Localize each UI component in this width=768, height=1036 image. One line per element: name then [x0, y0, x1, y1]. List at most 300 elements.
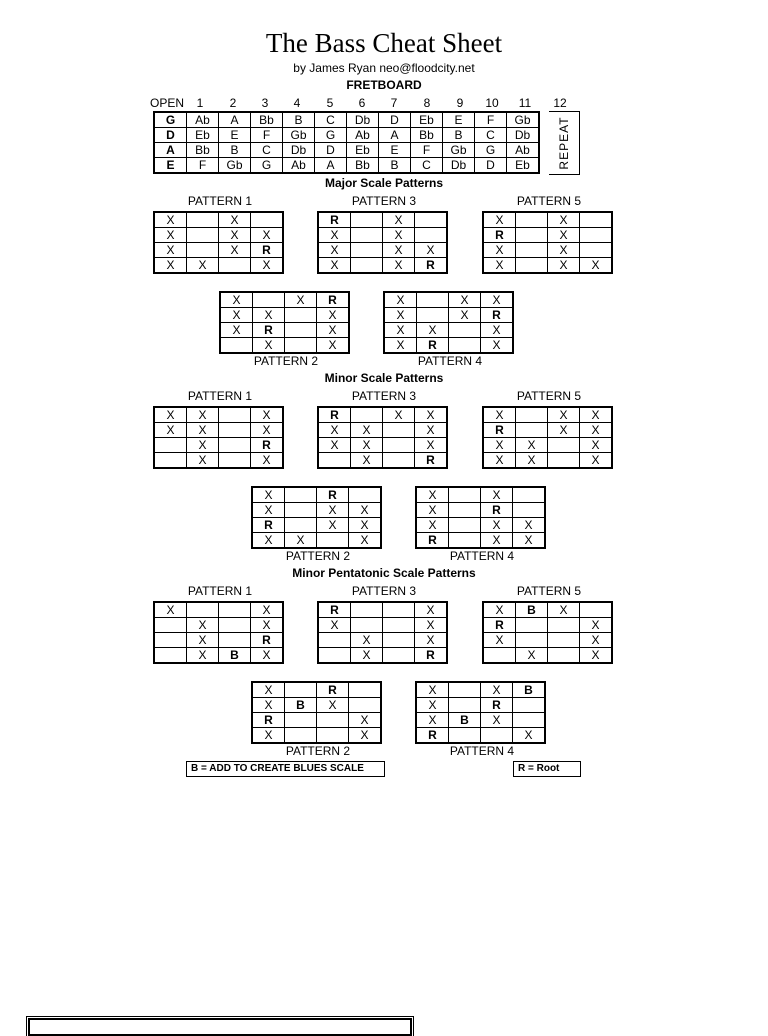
pattern-cell: X — [483, 243, 516, 258]
pattern-cell — [285, 338, 317, 354]
fret-note: Bb — [347, 158, 379, 174]
pattern-cell — [383, 602, 415, 618]
fret-note: F — [251, 128, 283, 143]
string-row — [154, 143, 539, 158]
pattern-row — [154, 633, 283, 648]
pattern-cell: X — [252, 487, 285, 503]
pattern-cell: X — [416, 487, 449, 503]
pattern-cell — [580, 602, 613, 618]
pattern-cell: X — [383, 258, 415, 274]
pattern-cell: X — [154, 602, 187, 618]
pattern-row — [483, 438, 612, 453]
pattern-cell — [285, 713, 317, 728]
pattern-cell: R — [481, 698, 513, 713]
pattern-label: PATTERN 5 — [516, 584, 582, 598]
repeat-label: REPEAT — [557, 116, 571, 170]
pattern-cell: X — [187, 438, 219, 453]
pattern-row — [154, 618, 283, 633]
pattern-grid — [482, 406, 613, 469]
pattern-cell: X — [481, 338, 514, 354]
fret-note: G — [315, 128, 347, 143]
fret-number: 4 — [293, 96, 301, 110]
pattern-label: PATTERN 1 — [187, 194, 253, 208]
fret-number: 12 — [553, 96, 567, 110]
pattern-row — [252, 533, 381, 549]
pattern-row — [318, 633, 447, 648]
pattern-cell: X — [349, 728, 382, 744]
pattern-cell — [219, 633, 251, 648]
pattern-cell: X — [317, 308, 350, 323]
pattern-cell: R — [415, 258, 448, 274]
pattern-row — [384, 292, 513, 308]
pattern-cell: X — [351, 648, 383, 664]
pattern-row — [154, 453, 283, 469]
pattern-cell — [285, 518, 317, 533]
pattern-cell — [317, 713, 349, 728]
pattern-cell: R — [318, 407, 351, 423]
pattern-cell — [154, 648, 187, 664]
pattern-cell: X — [415, 633, 448, 648]
pattern-cell: X — [251, 423, 284, 438]
fret-number: 8 — [423, 96, 431, 110]
pattern-row — [220, 308, 349, 323]
pattern-cell: X — [383, 228, 415, 243]
pattern-cell — [285, 308, 317, 323]
pattern-cell: X — [154, 407, 187, 423]
pattern-cell: R — [416, 533, 449, 549]
pattern-cell: R — [252, 518, 285, 533]
pattern-cell: R — [483, 423, 516, 438]
pattern-cell: X — [317, 698, 349, 713]
pattern-cell: X — [383, 243, 415, 258]
pattern-cell: B — [516, 602, 548, 618]
pattern-cell: B — [219, 648, 251, 664]
fret-note: Eb — [507, 158, 540, 174]
fret-number: 1 — [196, 96, 204, 110]
pattern-cell: X — [449, 308, 481, 323]
pattern-cell — [415, 228, 448, 243]
pattern-row — [483, 648, 612, 664]
pattern-row — [154, 243, 283, 258]
pattern-cell — [383, 423, 415, 438]
pattern-label: PATTERN 2 — [285, 744, 351, 758]
pattern-label: PATTERN 3 — [351, 389, 417, 403]
pattern-cell — [187, 602, 219, 618]
pattern-cell: R — [415, 648, 448, 664]
pattern-cell — [317, 728, 349, 744]
pattern-row — [252, 503, 381, 518]
fret-number: 7 — [390, 96, 398, 110]
pattern-cell: X — [318, 228, 351, 243]
pattern-grid — [415, 681, 546, 744]
pattern-cell — [383, 453, 415, 469]
pattern-cell — [449, 487, 481, 503]
pattern-row — [220, 292, 349, 308]
pattern-cell: X — [580, 407, 613, 423]
pattern-cell — [253, 292, 285, 308]
pattern-cell — [351, 243, 383, 258]
pattern-cell: X — [516, 438, 548, 453]
pattern-row — [154, 258, 283, 274]
pattern-cell — [154, 453, 187, 469]
pattern-row — [483, 212, 612, 228]
pattern-cell — [219, 602, 251, 618]
pattern-cell: X — [251, 602, 284, 618]
pattern-cell: X — [548, 228, 580, 243]
fret-note: Db — [443, 158, 475, 174]
pattern-grid — [317, 211, 448, 274]
pattern-cell — [516, 243, 548, 258]
pattern-cell: X — [483, 633, 516, 648]
pattern-cell — [513, 487, 546, 503]
pattern-grid — [251, 486, 382, 549]
pattern-cell — [351, 228, 383, 243]
pattern-cell: X — [285, 292, 317, 308]
pattern-cell: X — [220, 292, 253, 308]
author-line: by James Ryan neo@floodcity.net — [293, 61, 475, 75]
pattern-row — [384, 338, 513, 354]
pattern-cell: X — [317, 503, 349, 518]
pattern-cell — [417, 292, 449, 308]
pattern-cell: X — [548, 258, 580, 274]
pattern-row — [154, 407, 283, 423]
pattern-row — [318, 423, 447, 438]
fret-note: Eb — [411, 112, 443, 128]
pattern-cell: X — [416, 698, 449, 713]
pattern-cell: X — [318, 243, 351, 258]
pattern-cell: B — [513, 682, 546, 698]
pattern-cell: R — [318, 602, 351, 618]
pattern-cell: X — [580, 258, 613, 274]
pattern-row — [318, 648, 447, 664]
pattern-cell — [383, 438, 415, 453]
fret-note: F — [187, 158, 219, 174]
fret-number: 6 — [358, 96, 366, 110]
pattern-cell: R — [483, 618, 516, 633]
pattern-cell — [154, 633, 187, 648]
pattern-cell: X — [219, 228, 251, 243]
fret-number: 9 — [456, 96, 464, 110]
open-string-note: A — [154, 143, 187, 158]
pattern-cell — [383, 633, 415, 648]
pattern-cell: X — [220, 323, 253, 338]
pattern-label: PATTERN 5 — [516, 194, 582, 208]
pattern-cell — [449, 533, 481, 549]
pattern-row — [483, 228, 612, 243]
pattern-cell: X — [383, 407, 415, 423]
fret-note: C — [251, 143, 283, 158]
pattern-cell — [219, 438, 251, 453]
pattern-row — [154, 602, 283, 618]
pattern-cell: X — [416, 518, 449, 533]
pattern-cell: X — [548, 212, 580, 228]
fretboard-heading: FRETBOARD — [346, 78, 422, 92]
fret-note: A — [315, 158, 347, 174]
open-string-note: D — [154, 128, 187, 143]
pattern-row — [416, 503, 545, 518]
fret-note: C — [411, 158, 443, 174]
pattern-cell: X — [154, 258, 187, 274]
pattern-cell: X — [415, 618, 448, 633]
pattern-cell: X — [580, 648, 613, 664]
pattern-cell: X — [483, 407, 516, 423]
pattern-cell: X — [317, 323, 350, 338]
pattern-cell: X — [253, 308, 285, 323]
pattern-cell — [449, 518, 481, 533]
pattern-cell — [449, 728, 481, 744]
fret-note: Db — [507, 128, 540, 143]
pattern-cell: X — [317, 338, 350, 354]
pattern-row — [416, 728, 545, 744]
pattern-row — [252, 682, 381, 698]
pattern-cell: X — [416, 682, 449, 698]
pattern-cell: X — [415, 243, 448, 258]
fret-note: E — [379, 143, 411, 158]
pattern-cell — [516, 228, 548, 243]
pattern-cell: X — [252, 728, 285, 744]
pattern-cell: X — [580, 633, 613, 648]
pattern-row — [154, 438, 283, 453]
fret-note: Db — [283, 143, 315, 158]
fret-note: A — [379, 128, 411, 143]
pattern-cell — [251, 212, 284, 228]
fret-note: D — [315, 143, 347, 158]
section-heading: Minor Scale Patterns — [324, 371, 444, 385]
pattern-cell — [187, 243, 219, 258]
pattern-cell — [219, 407, 251, 423]
pattern-cell — [285, 682, 317, 698]
pattern-cell — [516, 633, 548, 648]
fret-note: B — [219, 143, 251, 158]
pattern-cell: X — [349, 518, 382, 533]
pattern-cell: X — [187, 258, 219, 274]
pattern-cell — [449, 338, 481, 354]
pattern-row — [416, 698, 545, 713]
pattern-grid — [153, 406, 284, 469]
pattern-cell: X — [318, 618, 351, 633]
pattern-cell: X — [187, 618, 219, 633]
pattern-cell: X — [449, 292, 481, 308]
pattern-cell: X — [351, 438, 383, 453]
pattern-cell: X — [351, 633, 383, 648]
pattern-cell: X — [187, 633, 219, 648]
pattern-cell: X — [483, 602, 516, 618]
pattern-row — [318, 453, 447, 469]
pattern-cell — [219, 258, 251, 274]
pattern-cell — [449, 698, 481, 713]
pattern-cell: R — [483, 228, 516, 243]
pattern-cell — [580, 243, 613, 258]
pattern-cell: X — [252, 682, 285, 698]
string-row — [154, 128, 539, 143]
footer-bar — [28, 1018, 412, 1036]
pattern-cell — [351, 602, 383, 618]
pattern-cell — [383, 618, 415, 633]
pattern-cell: X — [415, 423, 448, 438]
pattern-cell: R — [251, 633, 284, 648]
pattern-grid — [482, 211, 613, 274]
fret-number: 10 — [485, 96, 499, 110]
pattern-cell — [285, 323, 317, 338]
pattern-row — [483, 407, 612, 423]
pattern-row — [154, 212, 283, 228]
pattern-cell: X — [349, 533, 382, 549]
pattern-cell: X — [483, 438, 516, 453]
fret-note: G — [251, 158, 283, 174]
fret-number: OPEN — [150, 96, 185, 110]
pattern-cell: R — [415, 453, 448, 469]
pattern-cell — [349, 698, 382, 713]
pattern-cell: X — [481, 518, 513, 533]
fret-note: F — [411, 143, 443, 158]
pattern-cell: X — [483, 212, 516, 228]
pattern-cell: X — [481, 713, 513, 728]
section-heading: Major Scale Patterns — [324, 176, 444, 190]
pattern-cell: B — [285, 698, 317, 713]
pattern-cell — [449, 682, 481, 698]
pattern-grid — [383, 291, 514, 354]
pattern-label: PATTERN 1 — [187, 389, 253, 403]
fret-note: Ab — [187, 112, 219, 128]
blues-legend: B = ADD TO CREATE BLUES SCALE — [186, 761, 385, 777]
pattern-cell: X — [513, 728, 546, 744]
pattern-grid — [317, 406, 448, 469]
pattern-cell — [318, 453, 351, 469]
fret-number: 5 — [326, 96, 334, 110]
pattern-cell — [516, 423, 548, 438]
pattern-cell: R — [317, 292, 350, 308]
pattern-cell — [516, 407, 548, 423]
pattern-cell — [513, 698, 546, 713]
pattern-cell — [154, 618, 187, 633]
fret-note: B — [379, 158, 411, 174]
pattern-cell: X — [154, 212, 187, 228]
pattern-cell — [318, 633, 351, 648]
pattern-cell: X — [219, 212, 251, 228]
pattern-cell: X — [384, 292, 417, 308]
pattern-cell — [580, 212, 613, 228]
pattern-grid — [482, 601, 613, 664]
fret-note: Bb — [251, 112, 283, 128]
pattern-label: PATTERN 5 — [516, 389, 582, 403]
pattern-cell: X — [548, 602, 580, 618]
pattern-cell: X — [187, 407, 219, 423]
fret-note: Ab — [347, 128, 379, 143]
pattern-cell: B — [449, 713, 481, 728]
pattern-row — [384, 308, 513, 323]
pattern-cell: X — [251, 453, 284, 469]
pattern-cell: X — [483, 453, 516, 469]
pattern-cell — [285, 503, 317, 518]
pattern-cell: X — [220, 308, 253, 323]
pattern-cell: X — [187, 453, 219, 469]
pattern-cell: X — [516, 453, 548, 469]
pattern-cell: X — [154, 423, 187, 438]
pattern-cell: X — [252, 533, 285, 549]
pattern-cell — [449, 503, 481, 518]
pattern-label: PATTERN 2 — [285, 549, 351, 563]
pattern-cell: X — [513, 533, 546, 549]
pattern-row — [483, 618, 612, 633]
repeat-column — [549, 111, 580, 175]
pattern-cell — [580, 228, 613, 243]
pattern-label: PATTERN 2 — [253, 354, 319, 368]
pattern-cell — [187, 228, 219, 243]
pattern-cell — [548, 438, 580, 453]
pattern-cell: X — [349, 713, 382, 728]
pattern-cell: X — [513, 518, 546, 533]
string-row — [154, 158, 539, 174]
pattern-row — [483, 423, 612, 438]
pattern-cell: R — [251, 243, 284, 258]
fret-note: Gb — [507, 112, 540, 128]
pattern-row — [252, 698, 381, 713]
pattern-row — [483, 602, 612, 618]
pattern-cell: X — [187, 648, 219, 664]
pattern-cell — [516, 618, 548, 633]
pattern-row — [318, 407, 447, 423]
pattern-cell: X — [384, 338, 417, 354]
pattern-cell — [219, 423, 251, 438]
fret-note: G — [475, 143, 507, 158]
pattern-cell — [513, 713, 546, 728]
fret-number: 2 — [229, 96, 237, 110]
pattern-cell: X — [416, 713, 449, 728]
pattern-row — [483, 453, 612, 469]
pattern-cell — [516, 212, 548, 228]
pattern-cell: X — [580, 423, 613, 438]
pattern-row — [252, 728, 381, 744]
pattern-row — [318, 258, 447, 274]
pattern-row — [220, 338, 349, 354]
pattern-label: PATTERN 4 — [449, 744, 515, 758]
pattern-label: PATTERN 1 — [187, 584, 253, 598]
pattern-cell: X — [318, 423, 351, 438]
pattern-row — [416, 533, 545, 549]
pattern-row — [318, 243, 447, 258]
pattern-cell — [449, 323, 481, 338]
pattern-cell — [383, 648, 415, 664]
pattern-cell: R — [481, 503, 513, 518]
pattern-cell: X — [253, 338, 285, 354]
pattern-cell — [548, 618, 580, 633]
pattern-cell: R — [481, 308, 514, 323]
fret-note: Gb — [283, 128, 315, 143]
pattern-cell: X — [580, 618, 613, 633]
fret-note: D — [379, 112, 411, 128]
pattern-row — [318, 212, 447, 228]
pattern-cell — [548, 648, 580, 664]
pattern-cell: X — [349, 503, 382, 518]
pattern-grid — [153, 211, 284, 274]
fret-number: 11 — [518, 96, 532, 110]
pattern-row — [154, 228, 283, 243]
pattern-cell — [349, 487, 382, 503]
page-title: The Bass Cheat Sheet — [265, 28, 503, 58]
pattern-cell: X — [481, 323, 514, 338]
pattern-cell — [219, 618, 251, 633]
fret-note: Bb — [187, 143, 219, 158]
pattern-row — [318, 228, 447, 243]
pattern-cell: X — [417, 323, 449, 338]
pattern-cell: X — [481, 487, 513, 503]
pattern-cell: X — [415, 407, 448, 423]
pattern-cell — [516, 258, 548, 274]
string-row — [154, 112, 539, 128]
pattern-cell: X — [187, 423, 219, 438]
pattern-cell: X — [219, 243, 251, 258]
pattern-cell — [548, 453, 580, 469]
